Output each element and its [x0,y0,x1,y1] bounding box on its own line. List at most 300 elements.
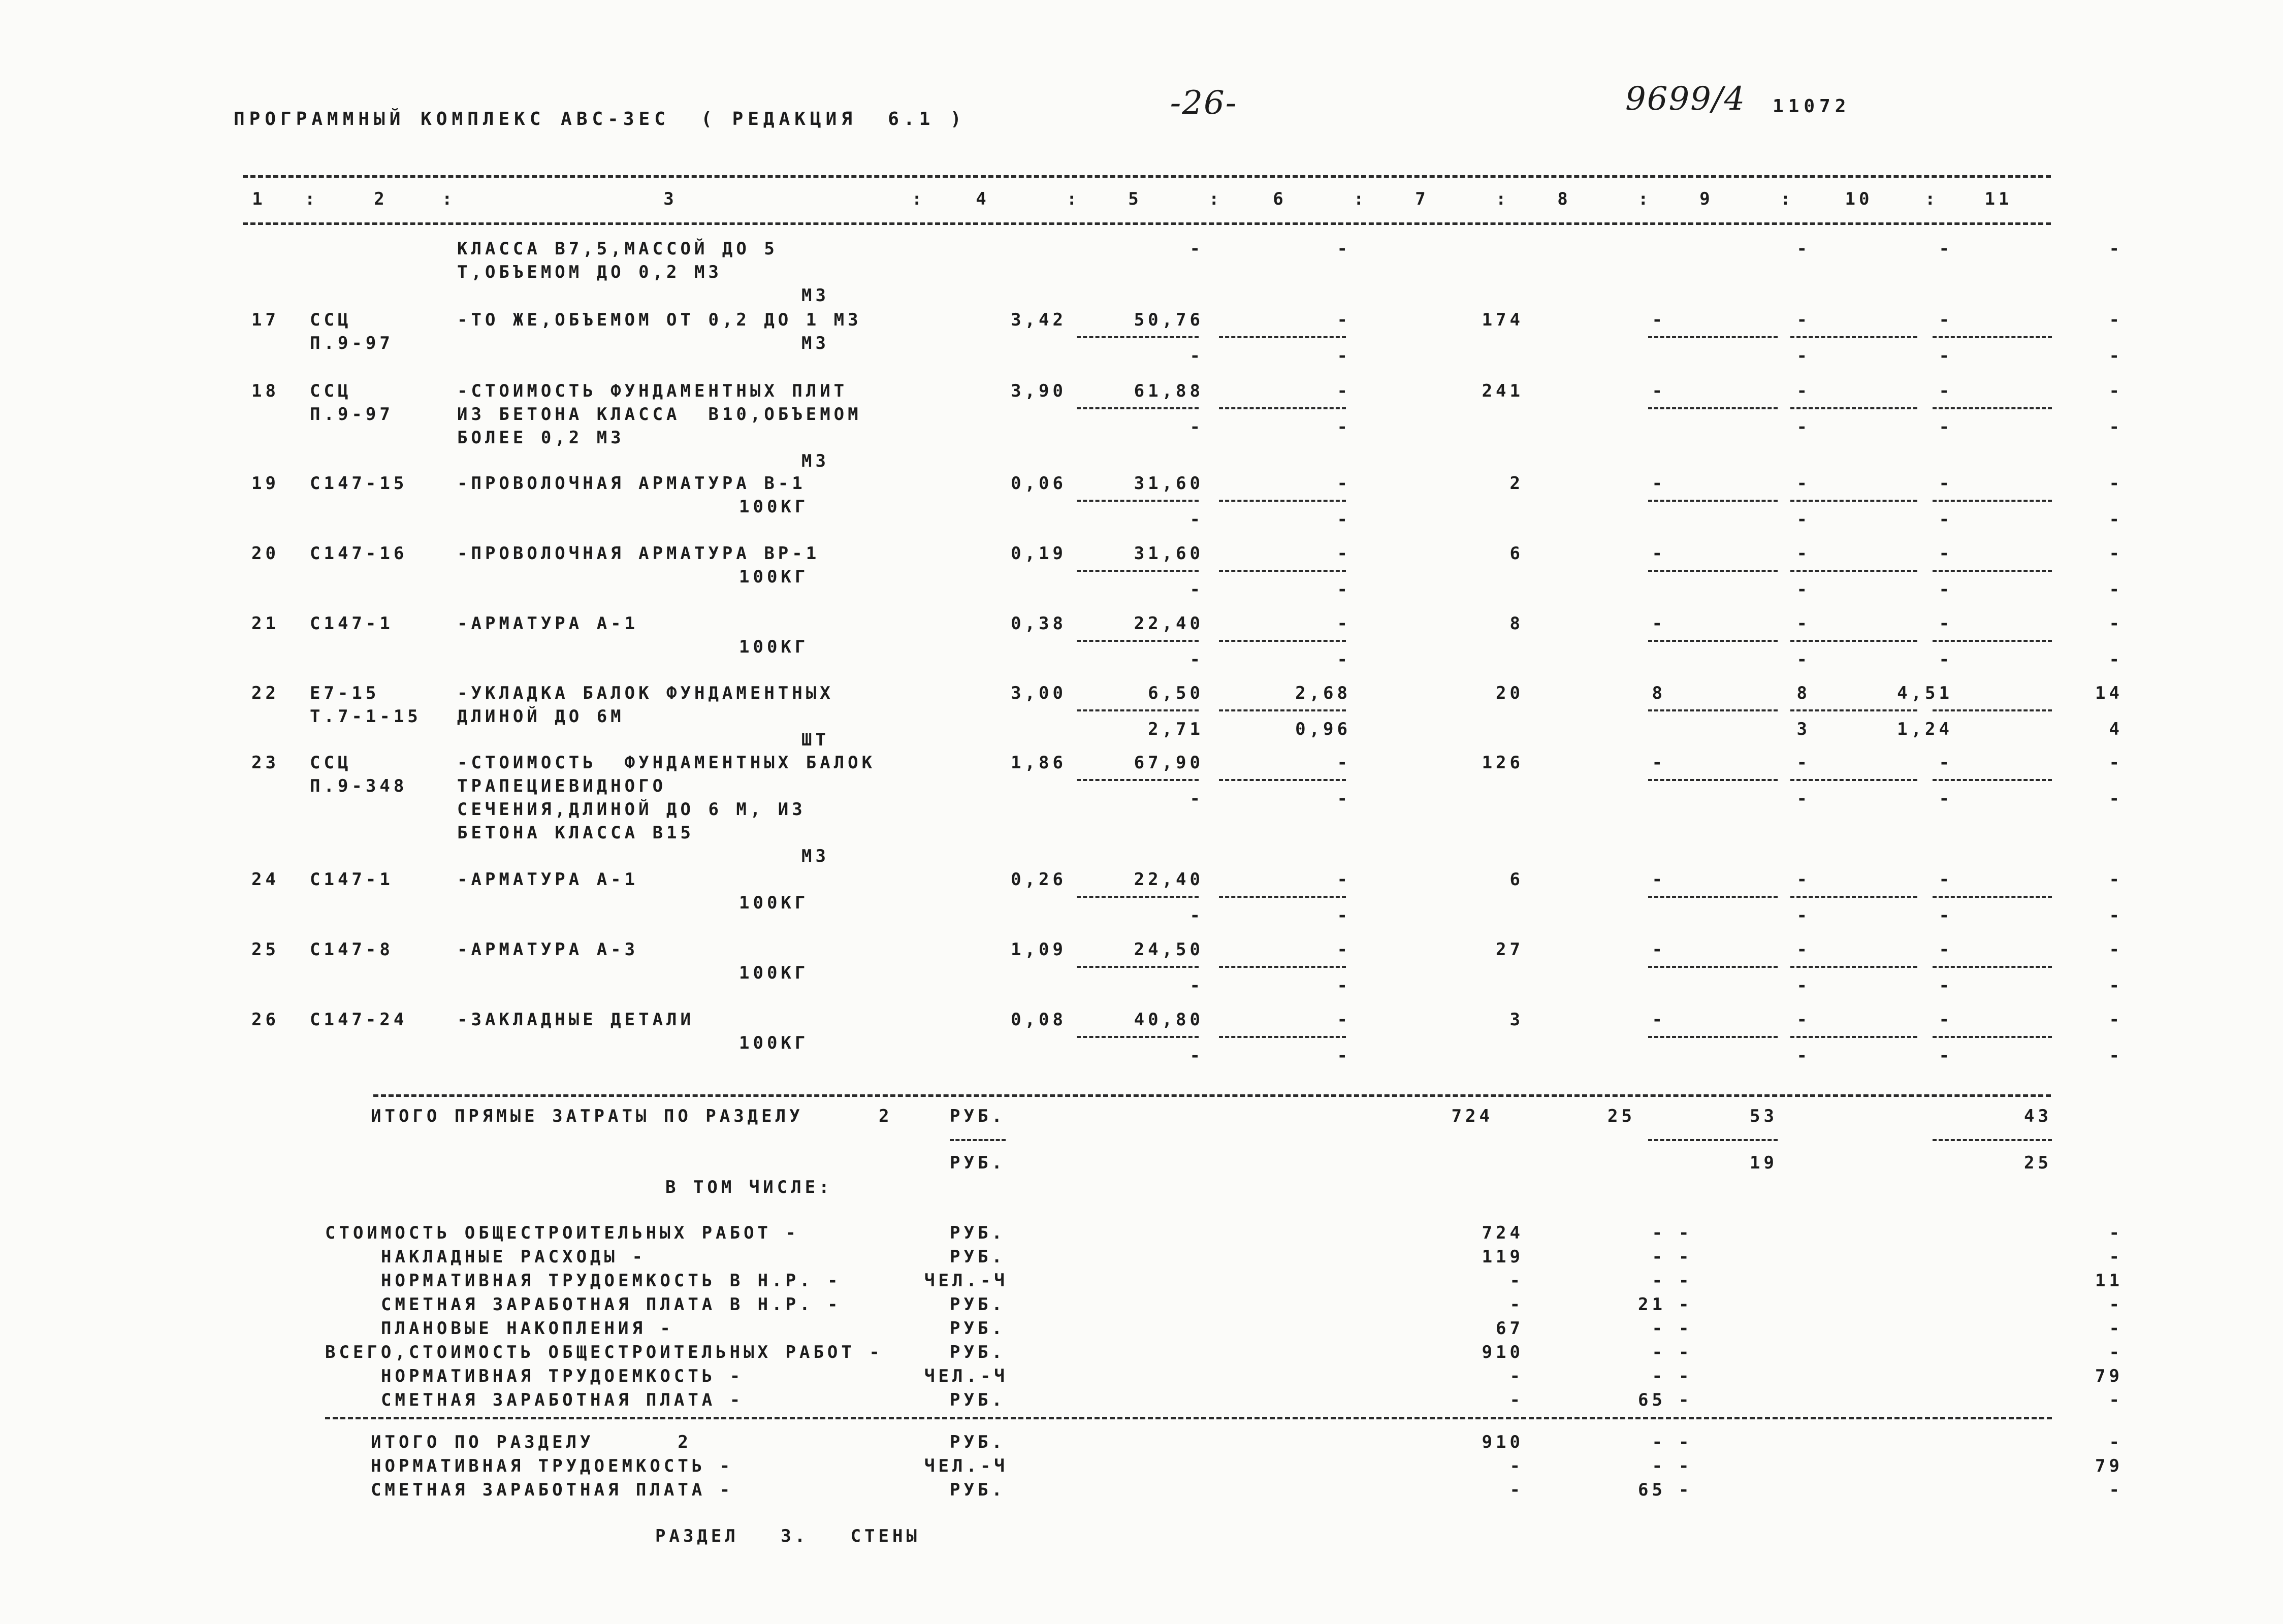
summary-col7: 724 [1482,1223,1524,1243]
summary-col8: 21 [1638,1294,1666,1315]
sub-cost-cell: - [1189,976,1204,996]
summary-col9: - [1679,1223,1693,1243]
col9-cell: - [1796,310,1811,330]
col11-sub-cell: - [2109,509,2123,530]
column-separators: : [1780,189,1794,209]
cell-underline [1219,1036,1346,1038]
work-description: -ПРОВОЛОЧНАЯ АРМАТУРА В-1 [457,473,806,494]
summary-col7: 67 [1496,1318,1524,1339]
col10-sub-cell: - [1939,1046,1953,1066]
unit-measure: 100КГ [739,497,809,517]
summary-col8: - [1652,1318,1666,1339]
work-description: БЕТОНА КЛАССА В15 [457,823,694,843]
cell-underline [1933,896,2052,898]
row-number: 24 [251,869,279,890]
col6-cell: - [1337,753,1351,773]
summary-unit: РУБ. [950,1223,1006,1243]
column-number: 10 [1845,189,1873,209]
col9-sub-cell: - [1796,509,1811,530]
col6-sub-cell: 0,96 [1295,719,1351,739]
column-number: 4 [976,189,990,209]
norm-code: Е7-15 [310,683,380,703]
summary-label: НОРМАТИВНАЯ ТРУДОЕМКОСТЬ - [381,1366,744,1386]
program-header: ПРОГРАММНЫЙ КОМПЛЕКС АВС-3ЕС ( РЕДАКЦИЯ 6.1 ) [234,109,966,129]
summary-unit: ЧЕЛ.-Ч [924,1366,1008,1386]
col9-sub-cell: - [1796,789,1811,809]
sub-cost-cell: - [1189,1046,1204,1066]
col11-cell: - [2109,613,2123,634]
section-total-col8: - [1652,1456,1666,1476]
unit-measure: 100КГ [739,1033,809,1053]
cell-underline [1790,336,1917,338]
summary-label: СМЕТНАЯ ЗАРАБОТНАЯ ПЛАТА - [381,1390,744,1410]
cell-underline [1790,640,1917,642]
col9-cell: - [1796,381,1811,401]
unit-cost-cell: 24,50 [1134,939,1204,960]
cell-underline [1933,336,2052,338]
row-number: 25 [251,939,279,960]
column-number: 6 [1273,189,1287,209]
cell-underline [1648,966,1778,968]
work-description: ТРАПЕЦИЕВИДНОГО [457,776,667,796]
total-cost-cell: 6 [1509,869,1524,890]
summary-col9: - [1679,1366,1693,1386]
row-number: 26 [251,1010,279,1030]
col9-cell: - [1796,869,1811,890]
cell-underline [1219,896,1346,898]
col10-cell: - [1939,939,1953,960]
col9-sub-cell: - [1796,579,1811,600]
cell-underline [1219,709,1346,711]
cell-underline [1648,779,1778,781]
header-rule-top [243,175,2051,178]
document-code: 11072 [1773,96,1851,117]
column-separators: : [1925,189,1939,209]
norm-code: С147-16 [310,543,408,564]
summary-unit: РУБ. [950,1342,1006,1362]
quantity-cell: 0,06 [1011,473,1067,494]
summary-col7: 119 [1482,1247,1524,1267]
norm-code: С147-24 [310,1010,408,1030]
section-total-rule [325,1417,2052,1419]
unit-measure: М3 [801,846,829,866]
total-cost-cell: 241 [1482,381,1524,401]
col11-sub-cell: - [2109,417,2123,437]
sub-cost-cell: - [1189,789,1204,809]
cell-underline [1933,570,2052,572]
column-number: 8 [1557,189,1571,209]
section-total-col8: - [1652,1432,1666,1452]
row-number: 20 [251,543,279,564]
summary-col11: - [2109,1223,2123,1243]
summary-col9: - [1679,1342,1693,1362]
col10-cell: - [1939,381,1953,401]
summary-col8: - [1652,1271,1666,1291]
col10-sub-cell: - [1939,579,1953,600]
col11-sub-cell: - [2109,905,2123,926]
column-number: 5 [1128,189,1142,209]
cell-underline [1648,570,1778,572]
summary-col11: - [2109,1390,2123,1410]
section-total-label: ИТОГО ПО РАЗДЕЛУ 2 [371,1432,692,1452]
norm-code-sub: П.9-97 [310,404,394,425]
cell-underline [1790,896,1917,898]
col6-sub-cell: - [1337,1046,1351,1066]
unit-cost-cell: 31,60 [1134,473,1204,494]
column-separators: : [1067,189,1081,209]
col6-cell: - [1337,1010,1351,1030]
column-separators: : [1354,189,1368,209]
col9-cell: - [1796,613,1811,634]
summary-col11: 11 [2095,1271,2123,1291]
column-separators: : [305,189,319,209]
col8-cell: - [1652,381,1666,401]
total-cost-cell: 6 [1509,543,1524,564]
col9-sub-cell: - [1796,417,1811,437]
summary-col11: - [2109,1247,2123,1267]
cell-underline [1790,709,1917,711]
work-description: СЕЧЕНИЯ,ДЛИНОЙ ДО 6 М, ИЗ [457,799,806,820]
column-number: 1 [252,189,266,209]
col9-sub-cell: - [1796,905,1811,926]
column-number: 11 [1984,189,2013,209]
summary-col7: - [1509,1294,1524,1315]
unit-measure: 100КГ [739,567,809,587]
unit-cost-cell: 6,50 [1148,683,1204,703]
summary-unit: ЧЕЛ.-Ч [924,1271,1008,1291]
col10-cell: - [1939,543,1953,564]
total-cost-cell: 174 [1482,310,1524,330]
cell-underline [1933,640,2052,642]
total-direct-col11b: 25 [2024,1153,2052,1173]
unit-measure: 100КГ [739,637,809,657]
col9-underline [1648,1139,1778,1141]
cell-underline [1790,966,1917,968]
total-cost-cell: 8 [1509,613,1524,634]
norm-code: С147-15 [310,473,408,494]
cell-underline [1219,336,1346,338]
cell-underline [1648,407,1778,409]
section-total-col7: 910 [1482,1432,1524,1452]
cell-underline [1648,709,1778,711]
section-total-col9: - [1679,1456,1693,1476]
col8-cell: - [1652,310,1666,330]
section-total-col11: - [2109,1432,2123,1452]
row-number: 18 [251,381,279,401]
work-description: -СТОИМОСТЬ ФУНДАМЕНТНЫХ ПЛИТ [457,381,848,401]
cell-underline [1077,500,1199,502]
norm-code-sub: П.9-97 [310,333,394,353]
section-total-col8: 65 [1638,1480,1666,1500]
cell-underline [1933,500,2052,502]
column-separators: : [1496,189,1510,209]
cell-underline [1077,336,1199,338]
col10-cell: - [1939,1010,1953,1030]
summary-label: ПЛАНОВЫЕ НАКОПЛЕНИЯ - [381,1318,674,1339]
row-number: 23 [251,753,279,773]
section-total-col11: - [2109,1480,2123,1500]
col10-cell: - [1939,869,1953,890]
summary-col9: - [1679,1247,1693,1267]
summary-col8: - [1652,1366,1666,1386]
col10-cell: - [1939,310,1953,330]
work-description: Т,ОБЪЕМОМ ДО 0,2 М3 [457,262,722,282]
col6-sub-cell: - [1337,905,1351,926]
col6-cell: 2,68 [1295,683,1351,703]
sub-cost-cell: - [1189,579,1204,600]
cell-underline [1077,407,1199,409]
col11-cell: 14 [2095,683,2123,703]
summary-label: ВСЕГО,СТОИМОСТЬ ОБЩЕСТРОИТЕЛЬНЫХ РАБОТ - [325,1342,883,1362]
col11-cell: - [2109,473,2123,494]
col11-sub-cell: - [2109,579,2123,600]
summary-col8: 65 [1638,1390,1666,1410]
total-direct-unit2: РУБ. [950,1153,1006,1173]
summary-col7: - [1509,1390,1524,1410]
quantity-cell: 3,90 [1011,381,1067,401]
col10-cell: 4,51 [1897,683,1953,703]
col11-cell: - [2109,310,2123,330]
col6-cell: - [1337,939,1351,960]
col10-sub-cell: 1,24 [1897,719,1953,739]
col11-sub-cell: - [2109,1046,2123,1066]
col11-sub-cell: - [2109,789,2123,809]
col6-sub-cell: - [1337,579,1351,600]
summary-label: СТОИМОСТЬ ОБЩЕСТРОИТЕЛЬНЫХ РАБОТ - [325,1223,799,1243]
summary-unit: РУБ. [950,1318,1006,1339]
col10-sub-cell: - [1939,649,1953,670]
quantity-cell: 0,19 [1011,543,1067,564]
work-description: КЛАССА В7,5,МАССОЙ ДО 5 [457,239,778,259]
cell-underline [1648,896,1778,898]
unit-measure: М3 [801,333,829,353]
summary-col7: - [1509,1271,1524,1291]
cell-underline [1933,407,2052,409]
col9-cell: 8 [1796,683,1811,703]
col11-cell: - [2109,939,2123,960]
cell-underline [1219,966,1346,968]
sub-cost-cell: - [1189,239,1204,259]
total-cost-cell: 3 [1509,1010,1524,1030]
total-direct-col11: 43 [2024,1106,2052,1126]
unit-measure: ШТ [801,730,829,750]
section-total-label: НОРМАТИВНАЯ ТРУДОЕМКОСТЬ - [371,1456,734,1476]
section-total-col9: - [1679,1480,1693,1500]
col9-sub-cell: 3 [1796,719,1811,739]
col6-cell: - [1337,613,1351,634]
norm-code-sub: Т.7-1-15 [310,706,422,727]
unit-cost-cell: 61,88 [1134,381,1204,401]
col10-sub-cell: - [1939,346,1953,366]
row-number: 17 [251,310,279,330]
total-cost-cell: 20 [1496,683,1524,703]
cell-underline [1219,640,1346,642]
col6-cell: - [1337,310,1351,330]
col11-cell: - [2109,543,2123,564]
quantity-cell: 3,00 [1011,683,1067,703]
cell-underline [1219,500,1346,502]
sub-cost-cell: - [1189,649,1204,670]
col11-sub-cell: - [2109,976,2123,996]
column-number: 3 [663,189,678,209]
total-direct-label: ИТОГО ПРЯМЫЕ ЗАТРАТЫ ПО РАЗДЕЛУ [371,1106,803,1126]
col11-underline [1933,1139,2052,1141]
col8-cell: - [1652,613,1666,634]
summary-label: СМЕТНАЯ ЗАРАБОТНАЯ ПЛАТА В Н.Р. - [381,1294,842,1315]
sub-cost-cell: - [1189,417,1204,437]
including-label: В ТОМ ЧИСЛЕ: [665,1177,833,1197]
cell-underline [1219,407,1346,409]
col9-cell: - [1796,939,1811,960]
cell-underline [1933,1036,2052,1038]
section-total-col11: 79 [2095,1456,2123,1476]
col9-sub-cell: - [1796,239,1811,259]
col6-cell: - [1337,473,1351,494]
col8-cell: - [1652,473,1666,494]
column-number: 2 [374,189,388,209]
total-cost-cell: 2 [1509,473,1524,494]
col9-sub-cell: - [1796,976,1811,996]
col9-cell: - [1796,1010,1811,1030]
cell-underline [1077,779,1199,781]
summary-col9: - [1679,1390,1693,1410]
col9-sub-cell: - [1796,1046,1811,1066]
cell-underline [1790,779,1917,781]
norm-code-sub: П.9-348 [310,776,408,796]
row-number: 21 [251,613,279,634]
column-separators: : [912,189,926,209]
work-description: -ЗАКЛАДНЫЕ ДЕТАЛИ [457,1010,694,1030]
quantity-cell: 1,86 [1011,753,1067,773]
col6-sub-cell: - [1337,417,1351,437]
total-direct-col9b: 19 [1750,1153,1778,1173]
col6-sub-cell: - [1337,789,1351,809]
col6-sub-cell: - [1337,239,1351,259]
work-description: -АРМАТУРА А-1 [457,613,639,634]
section-total-unit: РУБ. [950,1432,1006,1452]
col6-sub-cell: - [1337,346,1351,366]
unit-cost-cell: 50,76 [1134,310,1204,330]
document-reference: 9699/4 [1625,80,1746,118]
col10-cell: - [1939,753,1953,773]
col8-cell: - [1652,1010,1666,1030]
unit-cost-cell: 67,90 [1134,753,1204,773]
col11-cell: - [2109,753,2123,773]
cell-underline [1077,1036,1199,1038]
sub-cost-cell: - [1189,346,1204,366]
section-total-col7: - [1509,1480,1524,1500]
col8-cell: - [1652,543,1666,564]
total-cost-cell: 126 [1482,753,1524,773]
norm-code: С147-1 [310,869,394,890]
col10-sub-cell: - [1939,789,1953,809]
summary-label: НАКЛАДНЫЕ РАСХОДЫ - [381,1247,646,1267]
summary-unit: РУБ. [950,1294,1006,1315]
col8-cell: - [1652,939,1666,960]
cell-underline [1933,966,2052,968]
column-separators: : [1638,189,1652,209]
col10-cell: - [1939,473,1953,494]
summary-col8: - [1652,1223,1666,1243]
row-number: 22 [251,683,279,703]
col9-sub-cell: - [1796,649,1811,670]
quantity-cell: 0,08 [1011,1010,1067,1030]
column-number: 7 [1415,189,1429,209]
total-direct-unit: РУБ. [950,1106,1006,1126]
norm-code: ССЦ [310,753,352,773]
cell-underline [1790,570,1917,572]
col11-sub-cell: 4 [2109,719,2123,739]
col8-cell: - [1652,869,1666,890]
unit-measure: М3 [801,285,829,306]
col8-cell: - [1652,753,1666,773]
summary-col9: - [1679,1271,1693,1291]
section-total-col9: - [1679,1432,1693,1452]
cell-underline [1790,1036,1917,1038]
cell-underline [1933,779,2052,781]
section-total-label: СМЕТНАЯ ЗАРАБОТНАЯ ПЛАТА - [371,1480,734,1500]
row-number: 19 [251,473,279,494]
col6-sub-cell: - [1337,976,1351,996]
summary-col11: - [2109,1294,2123,1315]
summary-col7: 910 [1482,1342,1524,1362]
next-section-heading: РАЗДЕЛ 3. СТЕНЫ [655,1526,920,1546]
cell-underline [1790,500,1917,502]
work-description: БОЛЕЕ 0,2 М3 [457,428,625,448]
summary-unit: РУБ. [950,1247,1006,1267]
work-description: ДЛИНОЙ ДО 6М [457,706,625,727]
quantity-cell: 1,09 [1011,939,1067,960]
summary-col11: - [2109,1342,2123,1362]
col10-cell: - [1939,613,1953,634]
section-total-col7: - [1509,1456,1524,1476]
col6-cell: - [1337,869,1351,890]
summary-col8: - [1652,1342,1666,1362]
norm-code: С147-8 [310,939,394,960]
col10-sub-cell: - [1939,509,1953,530]
col11-cell: - [2109,869,2123,890]
cell-underline [1648,336,1778,338]
cell-underline [1648,1036,1778,1038]
col6-cell: - [1337,543,1351,564]
cell-underline [1077,896,1199,898]
column-number: 9 [1699,189,1714,209]
unit-underline [950,1139,1006,1141]
col11-cell: - [2109,381,2123,401]
total-direct-col8: 25 [1607,1106,1635,1126]
summary-col11: - [2109,1318,2123,1339]
col10-sub-cell: - [1939,417,1953,437]
cell-underline [1077,640,1199,642]
section-total-unit: ЧЕЛ.-Ч [924,1456,1008,1476]
norm-code: ССЦ [310,310,352,330]
summary-label: НОРМАТИВНАЯ ТРУДОЕМКОСТЬ В Н.Р. - [381,1271,842,1291]
summary-col9: - [1679,1318,1693,1339]
col10-sub-cell: - [1939,239,1953,259]
cell-underline [1077,570,1199,572]
summary-col11: 79 [2095,1366,2123,1386]
column-separators: : [442,189,456,209]
summary-unit: РУБ. [950,1390,1006,1410]
column-separators: : [1209,189,1223,209]
quantity-cell: 0,38 [1011,613,1067,634]
col11-cell: - [2109,1010,2123,1030]
total-cost-cell: 27 [1496,939,1524,960]
header-rule-bottom [243,222,2051,225]
unit-measure: М3 [801,451,829,471]
col9-cell: - [1796,473,1811,494]
col11-sub-cell: - [2109,649,2123,670]
